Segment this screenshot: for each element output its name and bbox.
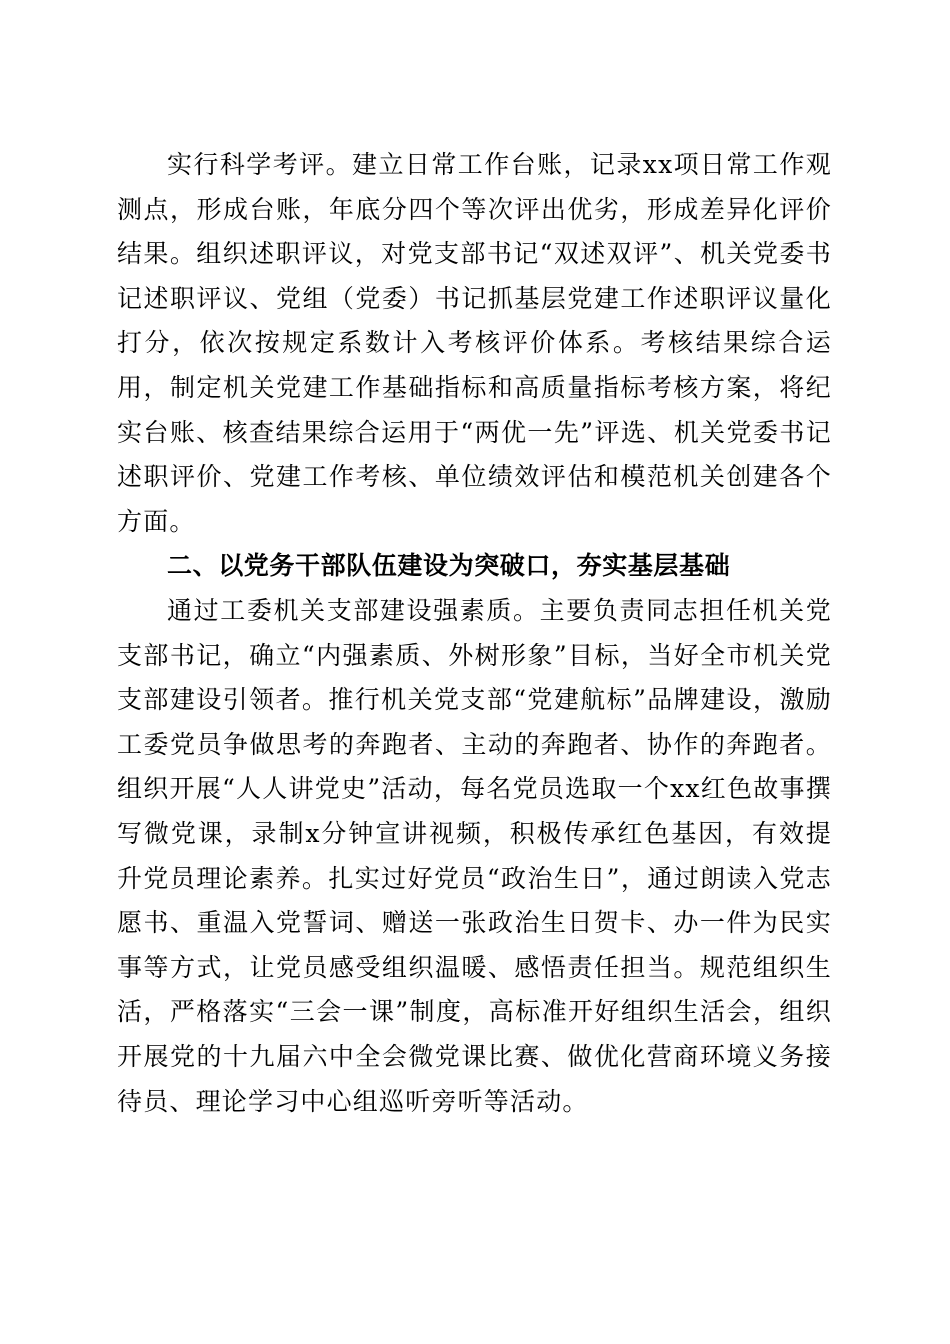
body-paragraph-branch-building: 通过工委机关支部建设强素质。主要负责同志担任机关党支部书记，确立“内强素质、外树形象”目标，当好全市机关党支部建设引领者。推行机关党支部“党建航标”品牌建设，激励工委党员争做思考的奔跑者、主动的奔跑者、协作的奔跑者。组织开展“人人讲党史”活动，每名党员选取一个xx红色故事撰写微党课，录制x分钟宣讲视频，积极传承红色基因，有效提升党员理论素养。扎实过好党员“政治生日”，通过朗读入党志愿书、重温入党誓词、赠送一张政治生日贺卡、办一件为民实事等方式，让党员感受组织温暖、感悟责任担当。规范组织生活，严格落实“三会一课”制度，高标准开好组织生活会，组织开展党的十九届六中全会微党课比赛、做优化营商环境义务接待员、理论学习中心组巡听旁听等活动。 <box>117 596 832 1116</box>
body-paragraph-scientific-evaluation: 实行科学考评。建立日常工作台账，记录xx项日常工作观测点，形成台账，年底分四个等次评出优劣，形成差异化评价结果。组织述职评议，对党支部书记“双述双评”、机关党委书记述职评议、党组（党委）书记抓基层党建工作述职评议量化打分，依次按规定系数计入考核评价体系。考核结果综合运用，制定机关党建工作基础指标和高质量指标考核方案，将纪实台账、核查结果综合运用于“两优一先”评选、机关党委书记述职评价、党建工作考核、单位绩效评估和模范机关创建各个方面。 <box>117 150 832 536</box>
section-heading-two: 二、以党务干部队伍建设为突破口，夯实基层基础 <box>167 551 731 580</box>
